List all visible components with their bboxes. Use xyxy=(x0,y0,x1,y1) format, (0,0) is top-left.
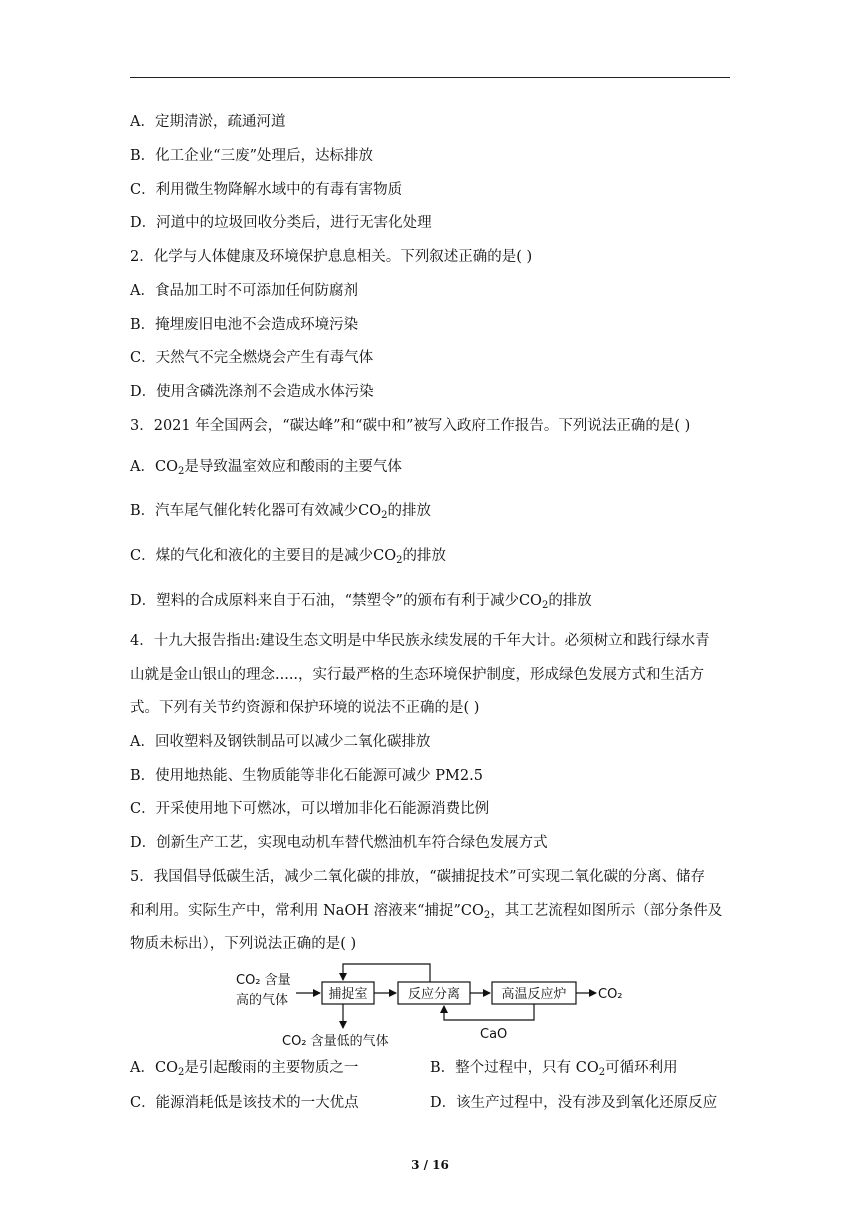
q5-stem-line-2: 和利用。实际生产中，常利用 NaOH 溶液来“捕捉$”CO_2$，其工艺流程如图所示（部分条件及 xyxy=(130,903,723,921)
q2-option-a: A．食品加工时不可添加任何防腐剂 xyxy=(130,283,358,299)
cao-label: CaO xyxy=(480,1027,508,1042)
input-gas-label-line1: CO₂ 含量 xyxy=(236,973,291,988)
reaction-separation-label: 反应分离 xyxy=(407,987,461,1002)
q5-stem-line-3: 物质未标出），下列说法正确的是( ) xyxy=(130,936,357,952)
q4-stem-line-1: 4．十九大报告指出:建设生态文明是中华民族永续发展的千年大计。必须树立和践行绿水青 xyxy=(130,633,710,649)
capture-chamber-label: 捕捉室 xyxy=(328,987,368,1002)
q5-option-c: C．能源消耗低是该技术的一大优点 xyxy=(130,1095,359,1111)
q4-stem-line-3: 式。下列有关节约资源和保护环境的说法不正确的是( ) xyxy=(130,700,480,716)
q3-option-a: A．$CO_2$是导致温室效应和酸雨的主要气体 xyxy=(130,459,402,477)
cao-recycle-loop xyxy=(444,1004,534,1020)
separation-to-capture-loop xyxy=(343,964,430,982)
q1-option-d: D．河道中的垃圾回收分类后，进行无害化处理 xyxy=(130,215,432,231)
q4-stem-line-2: 山就是金山银山的理念.....，实行最严格的生态环境保护制度，形成绿色发展方式和生活方 xyxy=(130,667,705,683)
low-co2-gas-label: CO₂ 含量低的气体 xyxy=(282,1034,389,1049)
q4-option-c: C．开采使用地下可燃冰，可以增加非化石能源消费比例 xyxy=(130,801,490,817)
q2-option-b: B．掩埋废旧电池不会造成环境污染 xyxy=(130,317,359,333)
page-number: 3 / 16 xyxy=(411,1158,449,1172)
q5-option-d: D．该生产过程中，没有涉及到氧化还原反应 xyxy=(430,1095,718,1111)
q2-option-c: C．天然气不完全燃烧会产生有毒气体 xyxy=(130,350,374,366)
q3-option-d: D．塑料的合成原料来自于石油，“禁塑令”的颁布有利于减少$CO_2$的排放 xyxy=(130,593,592,611)
high-temp-furnace-label: 高温反应炉 xyxy=(501,987,567,1002)
q5-option-a: A．$CO_2$是引起酸雨的主要物质之一 xyxy=(130,1060,359,1078)
q3-option-c: C．煤的气化和液化的主要目的是减少$CO_2$的排放 xyxy=(130,548,446,566)
process-flow-diagram xyxy=(230,960,650,1052)
q1-option-c: C．利用微生物降解水域中的有毒有害物质 xyxy=(130,182,403,198)
q4-option-a: A．回收塑料及钢铁制品可以减少二氧化碳排放 xyxy=(130,734,431,750)
co2-formula: $CO_2$ xyxy=(358,503,388,521)
q5-stem-line-1: 5．我国倡导低碳生活，减少二氧化碳的排放，“碳捕捉技术”可实现二氧化碳的分离、储存 xyxy=(130,869,706,885)
input-gas-label-line2: 高的气体 xyxy=(236,993,289,1008)
q5-option-b: B．整个过程中，只有 $CO_2$可循环利用 xyxy=(430,1060,678,1078)
q3-stem: 3．2021 年全国两会，“碳达峰”和“碳中和”被写入政府工作报告。下列说法正确的是( ) xyxy=(130,418,691,434)
header-rule xyxy=(130,77,730,78)
output-co2-label: CO₂ xyxy=(598,987,623,1002)
co2-formula: $CO_2$ xyxy=(154,459,185,477)
q3-option-b: B．汽车尾气催化转化器可有效减少$CO_2$的排放 xyxy=(130,503,432,521)
q4-option-d: D．创新生产工艺，实现电动机车替代燃油机车符合绿色发展方式 xyxy=(130,835,548,851)
q2-option-d: D．使用含磷洗涤剂不会造成水体污染 xyxy=(130,384,374,400)
q1-option-a: A．定期清淤，疏通河道 xyxy=(130,114,286,130)
q4-option-b: B．使用地热能、生物质能等非化石能源可减少 PM2.5 xyxy=(130,768,483,784)
co2-formula: $CO_2$ xyxy=(373,548,403,566)
co2-formula: $CO_2$ xyxy=(518,593,549,611)
q1-option-b: B．化工企业“三废”处理后，达标排放 xyxy=(130,148,373,164)
q2-stem: 2．化学与人体健康及环境保护息息相关。下列叙述正确的是( ) xyxy=(130,249,533,265)
